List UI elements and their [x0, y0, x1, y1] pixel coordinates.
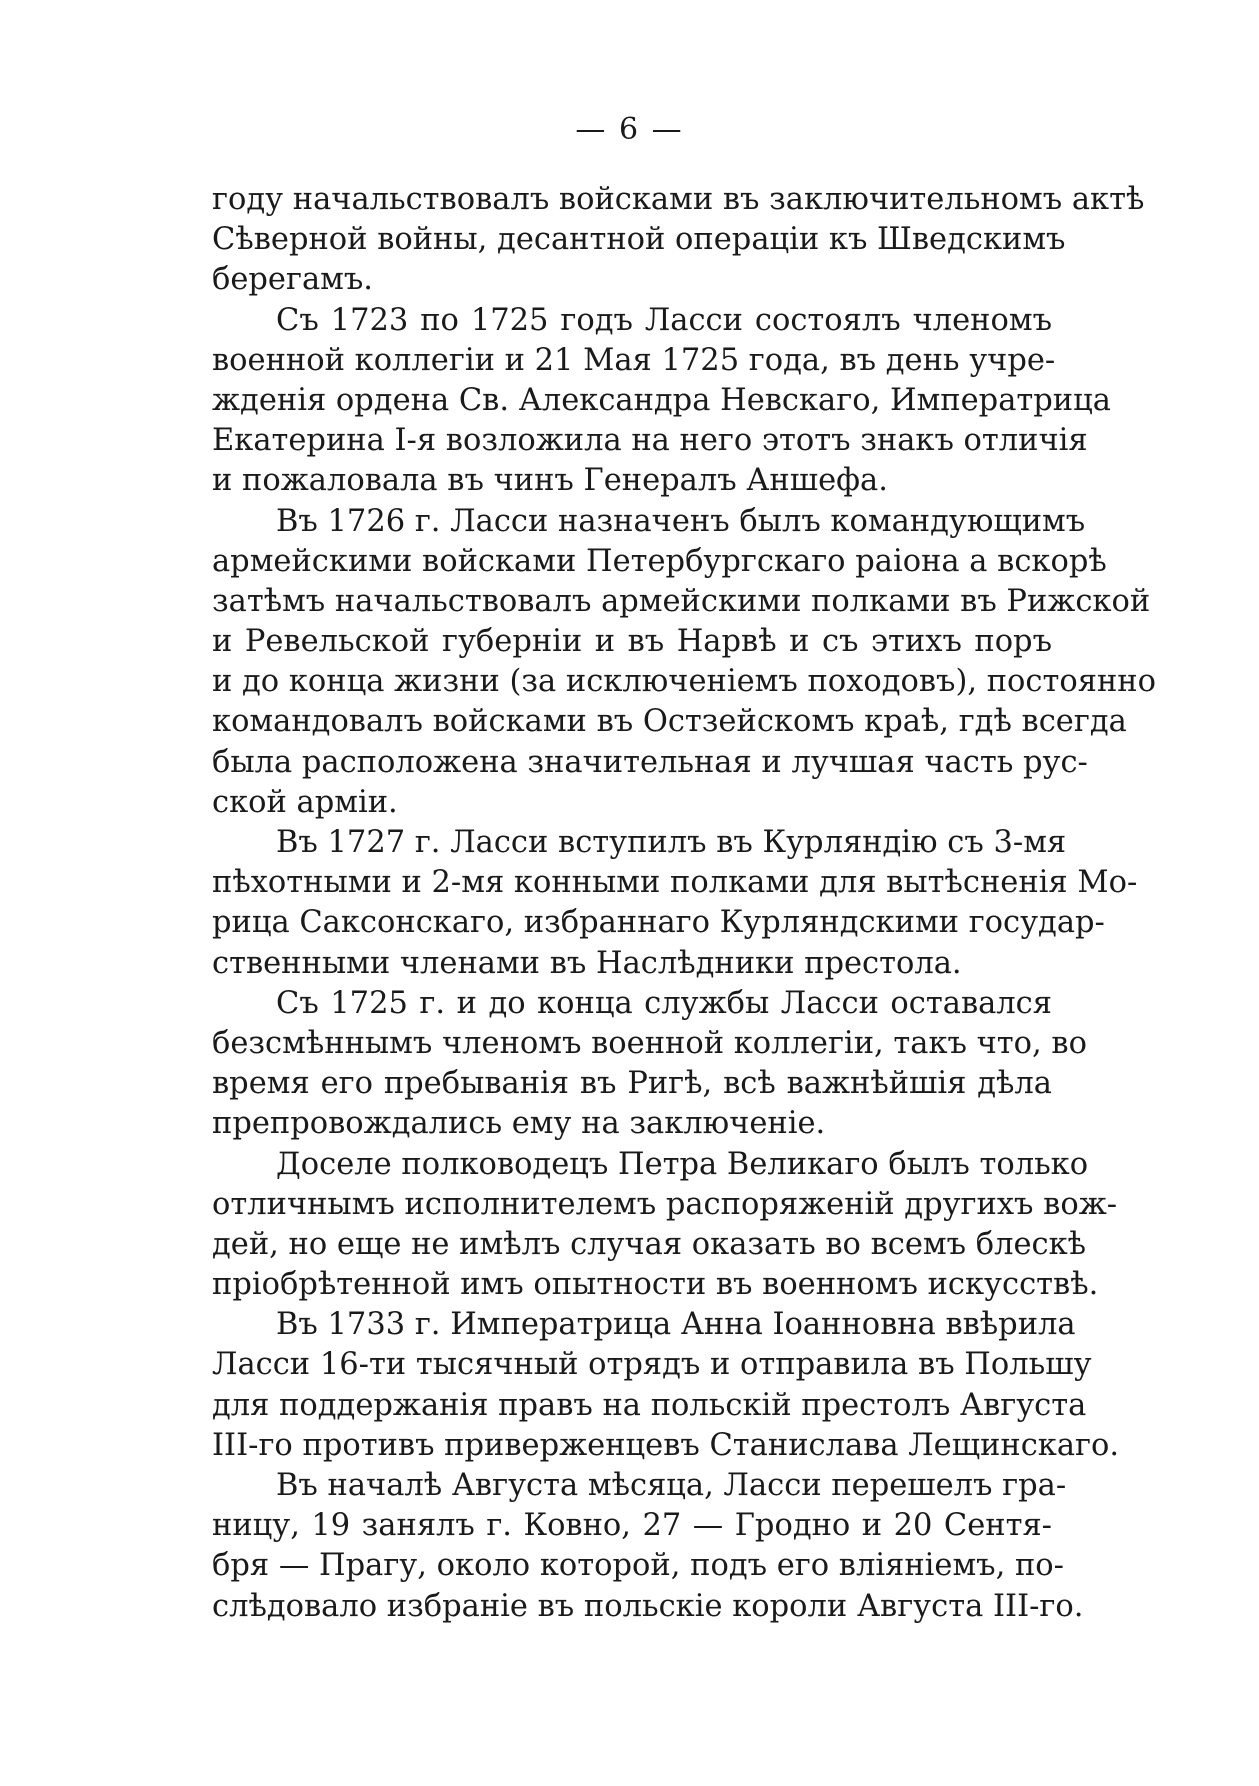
text-line: Въ началѣ Августа мѣсяца, Ласси перешелъ гра- — [276, 1468, 1067, 1503]
text-line: Сѣверной войны, десантной операціи къ Шведскимъ — [212, 222, 1066, 258]
text-line: препровождались ему на заключеніе. — [212, 1106, 826, 1142]
text-line: рица Саксонскаго, избраннаго Курляндскими государ- — [212, 905, 1105, 941]
text-line: Въ 1726 г. Ласси назначенъ былъ командующимъ — [276, 503, 1086, 539]
text-line: Съ 1725 г. и до конца службы Ласси оставался — [276, 985, 1052, 1021]
text-line: затѣмъ начальствовалъ армейскими полками въ Рижской — [212, 583, 1151, 619]
text-line: и Ревельской губерніи и въ Нарвѣ и съ этихъ поръ — [212, 624, 1052, 660]
text-line: армейскими войсками Петербургскаго раіона а вскорѣ — [212, 543, 1107, 579]
text-line: Доселе полководецъ Петра Великаго былъ только — [276, 1146, 1089, 1182]
text-line: пріобрѣтенной имъ опытности въ военномъ искусствѣ. — [212, 1267, 1099, 1303]
text-line: Екатерина І-я возложила на него этотъ знакъ отличія — [212, 423, 1088, 459]
text-line: безсмѣннымъ членомъ военной коллегіи, такъ что, во — [212, 1025, 1087, 1061]
text-line: время его пребыванія въ Ригѣ, всѣ важнѣйшія дѣла — [212, 1066, 1052, 1102]
text-line: ственными членами въ Наслѣдники престола. — [212, 945, 962, 981]
text-line: пѣхотными и 2-мя конными полками для вытѣсненія Мо- — [212, 865, 1138, 901]
text-line: дей, но еще не имѣлъ случая оказать во всемъ блескѣ — [212, 1226, 1087, 1262]
text-line: берегамъ. — [212, 262, 373, 298]
text-line: и пожаловала въ чинъ Генералъ Аншефа. — [212, 463, 888, 499]
text-line: отличнымъ исполнителемъ распоряженій другихъ вож- — [212, 1186, 1118, 1222]
text-line: году начальствовалъ войсками въ заключительномъ актѣ — [212, 182, 1145, 217]
text-line: слѣдовало избраніе въ польскіе короли Августа ІІІ-го. — [212, 1588, 1084, 1624]
text-line: Въ 1727 г. Ласси вступилъ въ Курляндію съ 3-мя — [276, 825, 1067, 860]
text-line: военной коллегіи и 21 Мая 1725 года, въ день учре- — [212, 342, 1056, 378]
text-line: командовалъ войсками въ Остзейскомъ краѣ, гдѣ всегда — [212, 704, 1127, 740]
text-line: для поддержанія правъ на польскій престолъ Августа — [212, 1387, 1087, 1423]
text-line: и до конца жизни (за исключеніемъ походовъ), постоянно — [212, 664, 1156, 700]
text-line: была расположена значительная и лучшая часть рус- — [212, 744, 1088, 780]
text-line: бря — Прагу, около которой, подъ его вліяніемъ, по- — [212, 1548, 1064, 1584]
text-line: жденія ордена Св. Александра Невскаго, Императрица — [212, 382, 1111, 418]
text-line: Съ 1723 по 1725 годъ Ласси состоялъ членомъ — [276, 302, 1052, 338]
text-line: ницу, 19 занялъ г. Ковно, 27 — Гродно и 20 Сентя- — [212, 1508, 1052, 1544]
text-line: ской арміи. — [212, 784, 398, 820]
page-number: — 6 — — [575, 112, 684, 147]
text-line: ІІІ-го противъ приверженцевъ Станислава Лещинскаго. — [212, 1427, 1120, 1463]
body-text — [212, 180, 1156, 1627]
paragraph-text — [212, 180, 1156, 1627]
text-line: Ласси 16-ти тысячный отрядъ и отправила въ Польшу — [212, 1347, 1092, 1383]
text-line: Въ 1733 г. Императрица Анна Іоанновна ввѣрила — [276, 1307, 1076, 1343]
